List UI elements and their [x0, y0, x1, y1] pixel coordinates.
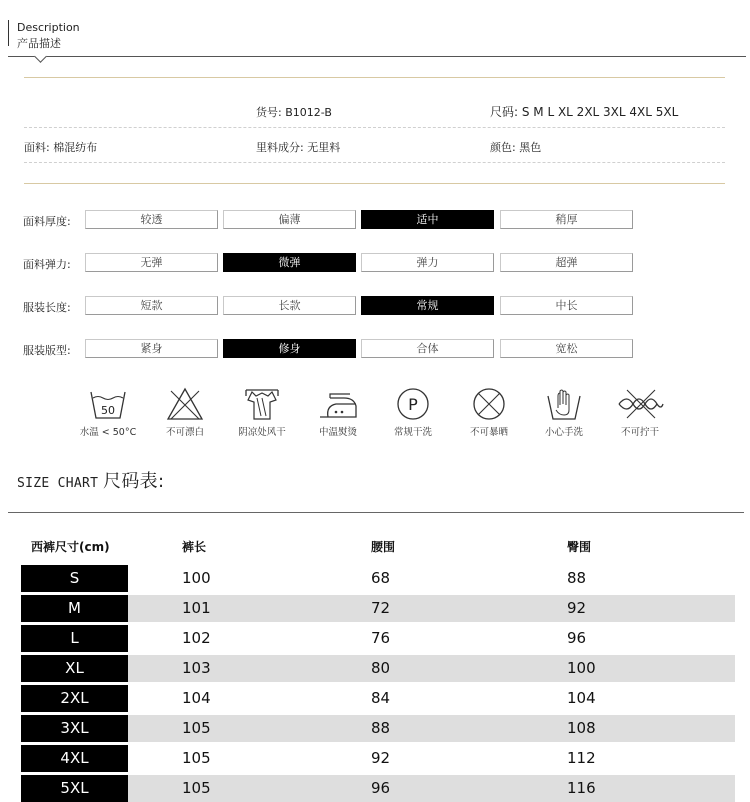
attribute-label: 服装长度:	[23, 301, 71, 314]
size-chart-title-en: SIZE CHART	[17, 476, 99, 491]
header-divider	[8, 56, 746, 57]
info-dotted-rule	[24, 162, 725, 163]
size-label-cell: S	[21, 565, 128, 592]
attribute-option: 合体	[361, 339, 494, 358]
attribute-option: 宽松	[500, 339, 633, 358]
attribute-option: 中长	[500, 296, 633, 315]
table-cell: 80	[371, 659, 391, 677]
table-row	[21, 655, 735, 682]
section-title-en: Description	[17, 21, 80, 34]
care-label: 小心手洗	[544, 427, 583, 438]
table-cell: 96	[567, 629, 587, 647]
col-header-hip: 臀围	[567, 540, 592, 554]
care-item	[145, 386, 225, 438]
table-cell: 92	[567, 599, 587, 617]
table-cell: 92	[371, 749, 391, 767]
size-label-cell: XL	[21, 655, 128, 682]
size-chart-divider	[8, 512, 744, 513]
medium-iron-icon	[316, 386, 360, 422]
attribute-label: 服装版型:	[23, 344, 71, 357]
col-header-size: 西裤尺寸(cm)	[31, 540, 110, 554]
attribute-option: 长款	[223, 296, 356, 315]
care-label: 常规干洗	[393, 427, 432, 438]
table-cell: 108	[567, 719, 596, 737]
wash-50-icon	[88, 386, 128, 422]
hand-wash-icon	[544, 386, 584, 422]
table-cell: 105	[182, 749, 211, 767]
table-cell: 76	[371, 629, 391, 647]
table-cell: 116	[567, 779, 596, 797]
table-cell: 101	[182, 599, 211, 617]
attribute-option: 弹力	[361, 253, 494, 272]
attribute-option: 无弹	[85, 253, 218, 272]
header-accent-bar	[8, 20, 9, 46]
care-label: 不可漂白	[165, 427, 204, 438]
attribute-option: 稍厚	[500, 210, 633, 229]
table-row	[21, 565, 735, 592]
size-label-cell: 2XL	[21, 685, 128, 712]
table-row	[21, 625, 735, 652]
size-list: 尺码: S M L XL 2XL 3XL 4XL 5XL	[490, 105, 679, 119]
table-cell: 96	[371, 779, 391, 797]
shade-dry-icon	[242, 386, 282, 422]
dry-clean-icon	[393, 386, 433, 422]
fabric-info: 面料: 棉混纺布	[24, 141, 98, 154]
table-cell: 68	[371, 569, 391, 587]
col-header-waist: 腰围	[371, 540, 396, 554]
table-cell: 102	[182, 629, 211, 647]
table-row	[21, 685, 735, 712]
care-label: 阴凉处风干	[238, 427, 286, 438]
attribute-option-selected: 微弹	[223, 253, 356, 272]
size-label-cell: M	[21, 595, 128, 622]
attribute-option-selected: 常规	[361, 296, 494, 315]
size-chart-title	[17, 467, 164, 493]
care-item	[373, 386, 453, 438]
attribute-option: 短款	[85, 296, 218, 315]
table-row	[21, 715, 735, 742]
care-item	[298, 386, 378, 438]
size-label-cell: 5XL	[21, 775, 128, 802]
table-cell: 88	[371, 719, 391, 737]
table-cell: 103	[182, 659, 211, 677]
table-cell: 100	[567, 659, 596, 677]
no-wring-icon	[615, 386, 665, 422]
attribute-option: 超弹	[500, 253, 633, 272]
no-bleach-icon	[165, 386, 205, 422]
table-cell: 104	[182, 689, 211, 707]
table-cell: 104	[567, 689, 596, 707]
table-cell: 105	[182, 719, 211, 737]
table-cell: 88	[567, 569, 587, 587]
attribute-label: 面料厚度:	[23, 215, 71, 228]
attribute-option: 紧身	[85, 339, 218, 358]
size-label-cell: 3XL	[21, 715, 128, 742]
table-cell: 72	[371, 599, 391, 617]
size-label-cell: L	[21, 625, 128, 652]
size-chart-title-cn: 尺码表:	[103, 471, 165, 492]
table-cell: 100	[182, 569, 211, 587]
section-title-cn: 产品描述	[17, 37, 61, 50]
care-item	[222, 386, 302, 438]
info-top-rule	[24, 77, 725, 78]
table-cell: 112	[567, 749, 596, 767]
svg-text:50: 50	[101, 404, 115, 417]
care-item	[449, 386, 529, 438]
header-notch	[34, 50, 47, 63]
info-bottom-rule	[24, 183, 725, 184]
no-tumble-dry-icon	[469, 386, 509, 422]
care-label: 不可拧干	[620, 427, 659, 438]
size-label-cell: 4XL	[21, 745, 128, 772]
svg-text:P: P	[408, 395, 418, 414]
care-item	[524, 386, 604, 438]
attribute-label: 面料弹力:	[23, 258, 71, 271]
table-cell: 105	[182, 779, 211, 797]
care-label: 水温 < 50°C	[79, 427, 137, 438]
attribute-option: 较透	[85, 210, 218, 229]
table-row	[21, 745, 735, 772]
color-info: 颜色: 黑色	[490, 141, 542, 154]
care-label: 不可暴晒	[469, 427, 508, 438]
attribute-option-selected: 修身	[223, 339, 356, 358]
attribute-option: 偏薄	[223, 210, 356, 229]
col-header-length: 裤长	[182, 540, 207, 554]
lining-info: 里料成分: 无里料	[256, 141, 341, 154]
care-item	[68, 386, 148, 438]
table-row	[21, 595, 735, 622]
item-number: 货号: B1012-B	[256, 106, 332, 119]
table-cell: 84	[371, 689, 391, 707]
care-item	[600, 386, 680, 438]
care-label: 中温熨烫	[318, 427, 357, 438]
attribute-option-selected: 适中	[361, 210, 494, 229]
info-dotted-rule	[24, 127, 725, 128]
